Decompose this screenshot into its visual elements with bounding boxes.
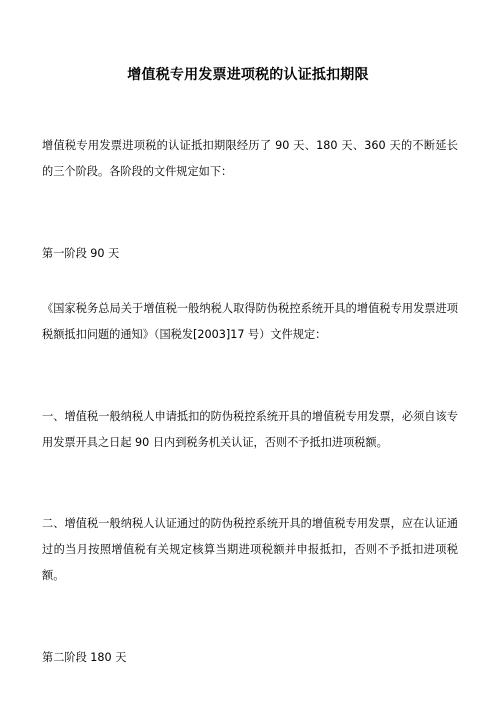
- notice-paragraph: 《国家税务总局关于增值税一般纳税人取得防伪税控系统开具的增值税专用发票进项税额抵扣问题的通知》（国税发[2003]17 号）文件规定：: [42, 302, 458, 341]
- stage1-heading: 第一阶段 90 天: [42, 247, 120, 260]
- intro-paragraph: 增值税专用发票进项税的认证抵扣期限经历了 90 天、180 天、360 天的不断延长的三个阶段。各阶段的文件规定如下：: [42, 139, 458, 178]
- rule-item-2: 二、增值税一般纳税人认证通过的防伪税控系统开具的增值税专用发票，应在认证通过的当月按照增值税有关规定核算当期进项税额并申报抵扣，否则不予抵扣进项税额。: [42, 517, 458, 582]
- document-title: 增值税专用发票进项税的认证抵扣期限: [127, 67, 369, 83]
- rule-item-1: 一、增值税一般纳税人申请抵扣的防伪税控系统开具的增值税专用发票，必须自该专用发票开具之日起 90 日内到税务机关认证，否则不予抵扣进项税额。: [42, 410, 458, 449]
- stage2-heading: 第二阶段 180 天: [42, 651, 127, 664]
